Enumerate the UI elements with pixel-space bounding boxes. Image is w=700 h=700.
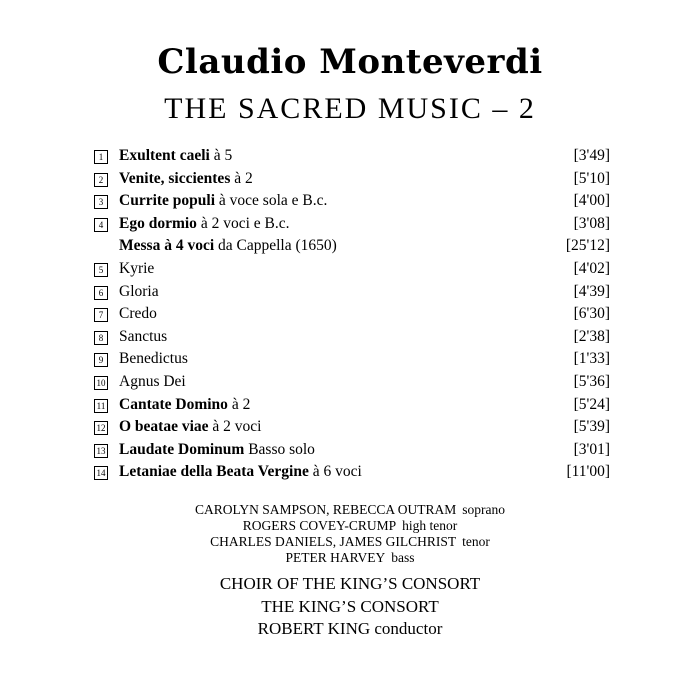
track-row	[94, 348, 610, 371]
track-duration: [5'24]	[573, 395, 610, 413]
soloist-names: CAROLYN SAMPSON, REBECCA OUTRAM	[195, 502, 457, 517]
track-number-box: 10	[94, 376, 108, 390]
track-title-detail: Basso solo	[244, 440, 315, 458]
choir-name: CHOIR OF THE KING’S CONSORT	[219, 574, 481, 593]
track-duration: [2'38]	[573, 327, 610, 345]
track-number-box: 7	[94, 308, 108, 322]
track-number-box: 3	[94, 195, 108, 209]
soloists-list	[0, 502, 700, 566]
track-duration: [5'36]	[573, 372, 610, 390]
track-title	[119, 348, 188, 371]
soloist-names: PETER HARVEY	[285, 550, 386, 565]
track-number-box: 1	[94, 150, 108, 164]
track-number-box: 13	[94, 444, 108, 458]
soloist-line	[0, 534, 700, 550]
track-row	[94, 145, 610, 168]
track-row	[94, 303, 610, 326]
track-title	[119, 303, 157, 326]
track-number-box: 11	[94, 399, 108, 413]
track-row	[94, 235, 610, 258]
track-number-box: 8	[94, 331, 108, 345]
track-title-main: Exultent caeli	[119, 147, 210, 164]
track-row	[94, 326, 610, 349]
track-title	[119, 416, 262, 439]
ensembles-block	[0, 573, 700, 641]
track-title-main: Currite populi	[119, 192, 216, 210]
track-title	[119, 394, 250, 417]
track-title	[119, 281, 159, 304]
track-row	[94, 439, 610, 462]
track-title	[119, 145, 232, 168]
track-duration: [3'49]	[573, 147, 610, 164]
voice-type: tenor	[462, 534, 490, 549]
soloist-names: CHARLES DANIELS, JAMES GILCHRIST	[210, 534, 457, 549]
track-number-box: 12	[94, 421, 108, 435]
composer-title: Claudio Monteverdi	[157, 42, 543, 82]
track-duration: [3'01]	[573, 440, 610, 458]
conductor-name: ROBERT KING	[257, 619, 371, 638]
track-title-detail: à voce sola e B.c.	[215, 192, 328, 210]
track-title-detail: Credo	[119, 305, 157, 323]
track-title-detail: à 2	[230, 169, 253, 187]
track-title-main: Laudate Dominum	[119, 440, 245, 458]
track-title	[119, 235, 337, 258]
track-duration: [4'02]	[573, 259, 610, 277]
track-title	[119, 439, 315, 462]
track-title-main: Letaniae della Beata Vergine	[119, 463, 309, 481]
track-title-detail: à 6 voci	[308, 463, 362, 481]
track-duration: [4'00]	[573, 192, 610, 210]
track-duration: [5'39]	[573, 418, 610, 436]
track-number-box: 2	[94, 173, 108, 187]
track-title-detail: Gloria	[119, 282, 159, 300]
conductor-role: conductor	[374, 619, 443, 638]
track-row	[94, 416, 610, 439]
track-title-detail: Sanctus	[119, 327, 168, 345]
conductor-line	[0, 618, 700, 641]
track-title-main: O beatae viae	[119, 418, 209, 436]
track-number-box: 5	[94, 263, 108, 277]
track-duration: [25'12]	[565, 237, 610, 255]
track-duration: [6'30]	[573, 305, 610, 323]
soloist-line	[0, 550, 700, 566]
track-title	[119, 168, 253, 191]
track-title-main: Ego dormio	[119, 214, 197, 232]
track-title-detail: à 2 voci e B.c.	[196, 214, 290, 232]
track-title	[119, 190, 327, 213]
track-row	[94, 371, 610, 394]
track-title	[119, 461, 362, 484]
track-row	[94, 168, 610, 191]
track-row	[94, 394, 610, 417]
track-duration: [1'33]	[573, 350, 610, 368]
consort-name: THE KING’S CONSORT	[261, 596, 439, 616]
track-number-box: 6	[94, 286, 108, 300]
track-title	[119, 213, 289, 236]
track-title-detail: Benedictus	[119, 350, 188, 368]
track-number-box: 14	[94, 466, 108, 480]
track-title-detail: Agnus Dei	[119, 372, 186, 390]
track-row	[94, 461, 610, 484]
track-title-detail: Kyrie	[119, 259, 155, 277]
track-title-main: Venite, siccientes	[119, 169, 231, 187]
album-subtitle: THE SACRED MUSIC – 2	[164, 92, 536, 125]
track-duration: [4'39]	[573, 282, 610, 300]
track-title-detail: à 2 voci	[208, 418, 262, 436]
track-row	[94, 281, 610, 304]
track-duration: [11'00]	[566, 463, 610, 481]
soloist-line	[0, 502, 700, 518]
track-title	[119, 371, 186, 394]
track-title	[119, 258, 154, 281]
voice-type: soprano	[462, 502, 505, 517]
track-number-box: 4	[94, 218, 108, 232]
track-list	[94, 145, 610, 484]
soloist-line	[0, 518, 700, 534]
soloist-names: ROGERS COVEY-CRUMP	[242, 518, 397, 533]
track-title-main: Messa à 4 voci	[119, 237, 215, 255]
track-number-box: 9	[94, 353, 108, 367]
track-title-detail: à 2	[227, 395, 251, 413]
track-title-detail: à 5	[209, 147, 233, 164]
track-title	[119, 326, 167, 349]
voice-type: bass	[391, 550, 415, 565]
track-row	[94, 213, 610, 236]
track-row	[94, 190, 610, 213]
track-title-detail: da Cappella (1650)	[214, 237, 337, 255]
voice-type: high tenor	[402, 518, 458, 533]
track-title-main: Cantate Domino	[119, 395, 228, 413]
track-duration: [3'08]	[573, 214, 610, 232]
track-row	[94, 258, 610, 281]
track-duration: [5'10]	[573, 169, 610, 187]
